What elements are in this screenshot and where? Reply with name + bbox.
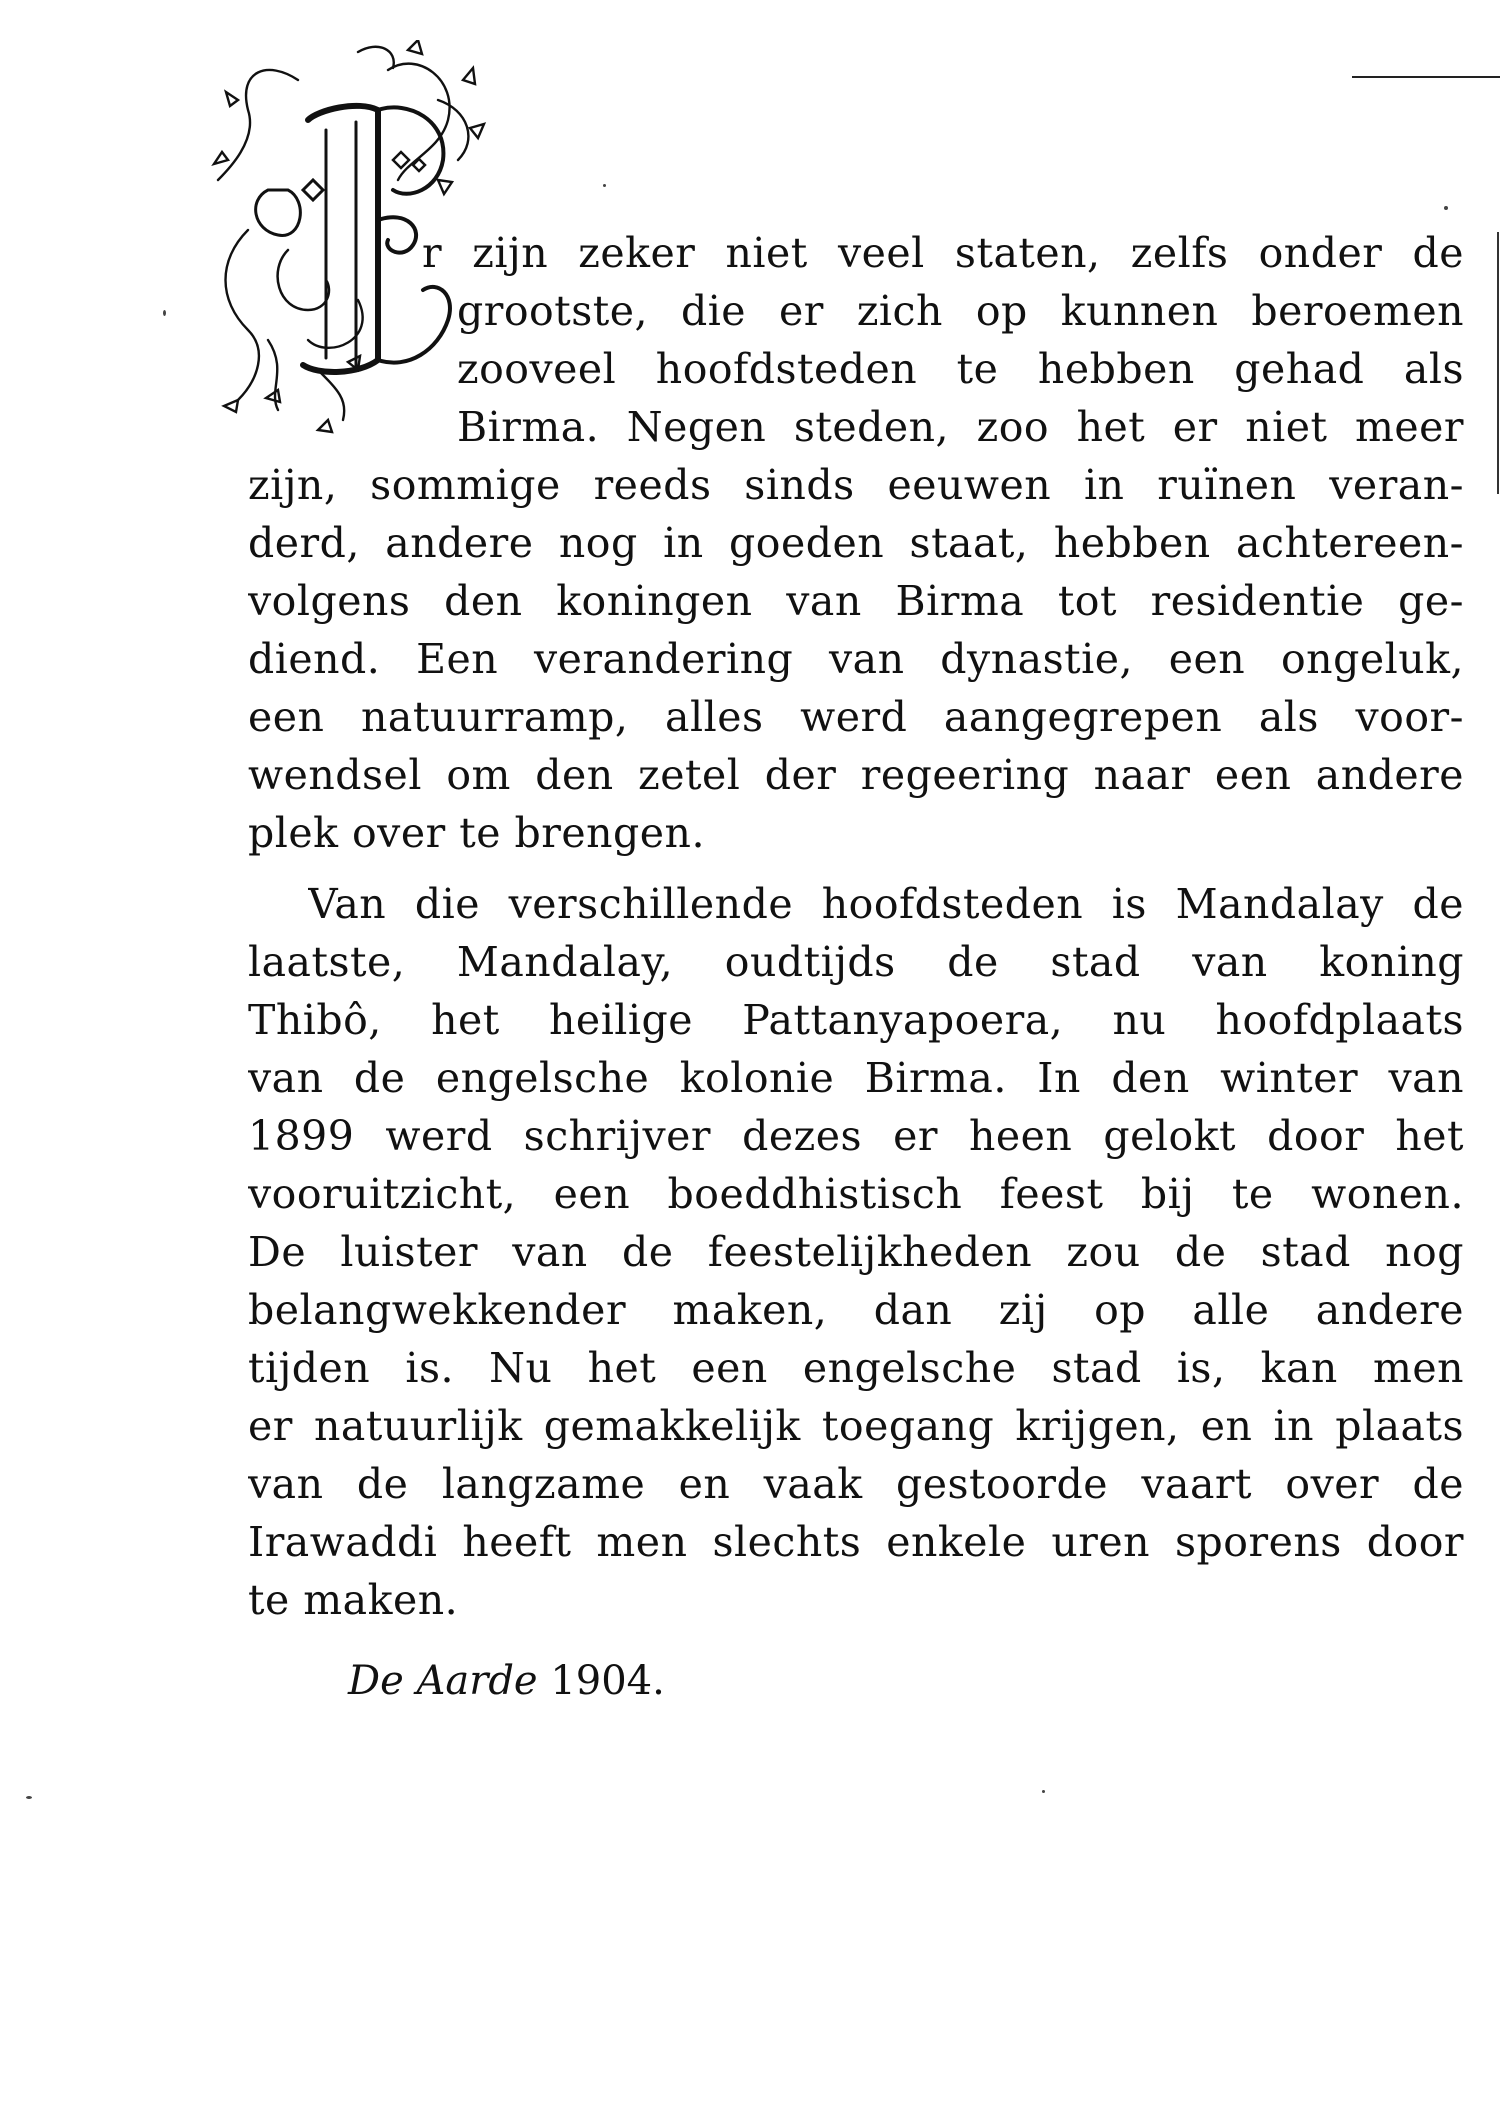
vine-ornament [218, 70, 298, 180]
paragraph1-line-7: volgens den koningen van Birma tot residentie ge- [248, 577, 1464, 625]
paragraph1-line-4: Birma. Negen steden, zoo het er niet meer [457, 403, 1464, 451]
top-rule [1352, 76, 1500, 78]
paragraph2-line-7: De luister van de feestelijkheden zou de stad nog [248, 1228, 1464, 1276]
paragraph1-line-1: r zijn zeker niet veel staten, zelfs onder de [422, 229, 1464, 277]
paragraph1-line-8: diend. Een verandering van dynastie, een ongeluk, [248, 635, 1464, 683]
paragraph1-line-3: zooveel hoofdsteden te hebben gehad als [457, 345, 1464, 393]
paragraph2-line-1: Van die verschillende hoofdsteden is Mandalay de [308, 880, 1464, 928]
paragraph2-line-11: van de langzame en vaak gestoorde vaart over de [248, 1460, 1464, 1508]
paragraph1-line-11: plek over te brengen. [248, 809, 705, 857]
paragraph2-line-8: belangwekkender maken, dan zij op alle andere [248, 1286, 1464, 1334]
paragraph2-line-12: Irawaddi heeft men slechts enkele uren sporens door [248, 1518, 1464, 1566]
paragraph1-line-6: derd, andere nog in goeden staat, hebben achtereen- [248, 519, 1464, 567]
speck [603, 184, 606, 187]
source-year: 1904. [550, 1658, 665, 1704]
paragraph2-line-4: van de engelsche kolonie Birma. In den winter van [248, 1054, 1464, 1102]
paragraph2-line-9: tijden is. Nu het een engelsche stad is, kan men [248, 1344, 1464, 1392]
source-title: De Aarde [348, 1658, 538, 1704]
paragraph2-line-10: er natuurlijk gemakkelijk toegang krijgen, en in plaats [248, 1402, 1464, 1450]
speck [1042, 1790, 1045, 1793]
speck [26, 1796, 32, 1799]
speck [163, 310, 166, 316]
paragraph1-line-2: grootste, die er zich op kunnen beroemen [457, 287, 1464, 335]
paragraph2-line-5: 1899 werd schrijver dezes er heen gelokt door het [248, 1112, 1464, 1160]
paragraph2-line-2: laatste, Mandalay, oudtijds de stad van koning [248, 938, 1464, 986]
paragraph1-line-10: wendsel om den zetel der regeering naar een andere [248, 751, 1464, 799]
speck [1444, 206, 1448, 210]
paragraph2-line-13: te maken. [248, 1576, 459, 1624]
margin-rule [1497, 232, 1499, 494]
paragraph1-line-5: zijn, sommige reeds sinds eeuwen in ruïnen veran- [248, 461, 1464, 509]
paragraph2-line-3: Thibô, het heilige Pattanyapoera, nu hoofdplaats [248, 996, 1464, 1044]
paragraph1-line-9: een natuurramp, alles werd aangegrepen als voor- [248, 693, 1464, 741]
paragraph2-line-6: vooruitzicht, een boeddhistisch feest bij te wonen. [248, 1170, 1464, 1218]
source-citation [348, 1652, 665, 1710]
